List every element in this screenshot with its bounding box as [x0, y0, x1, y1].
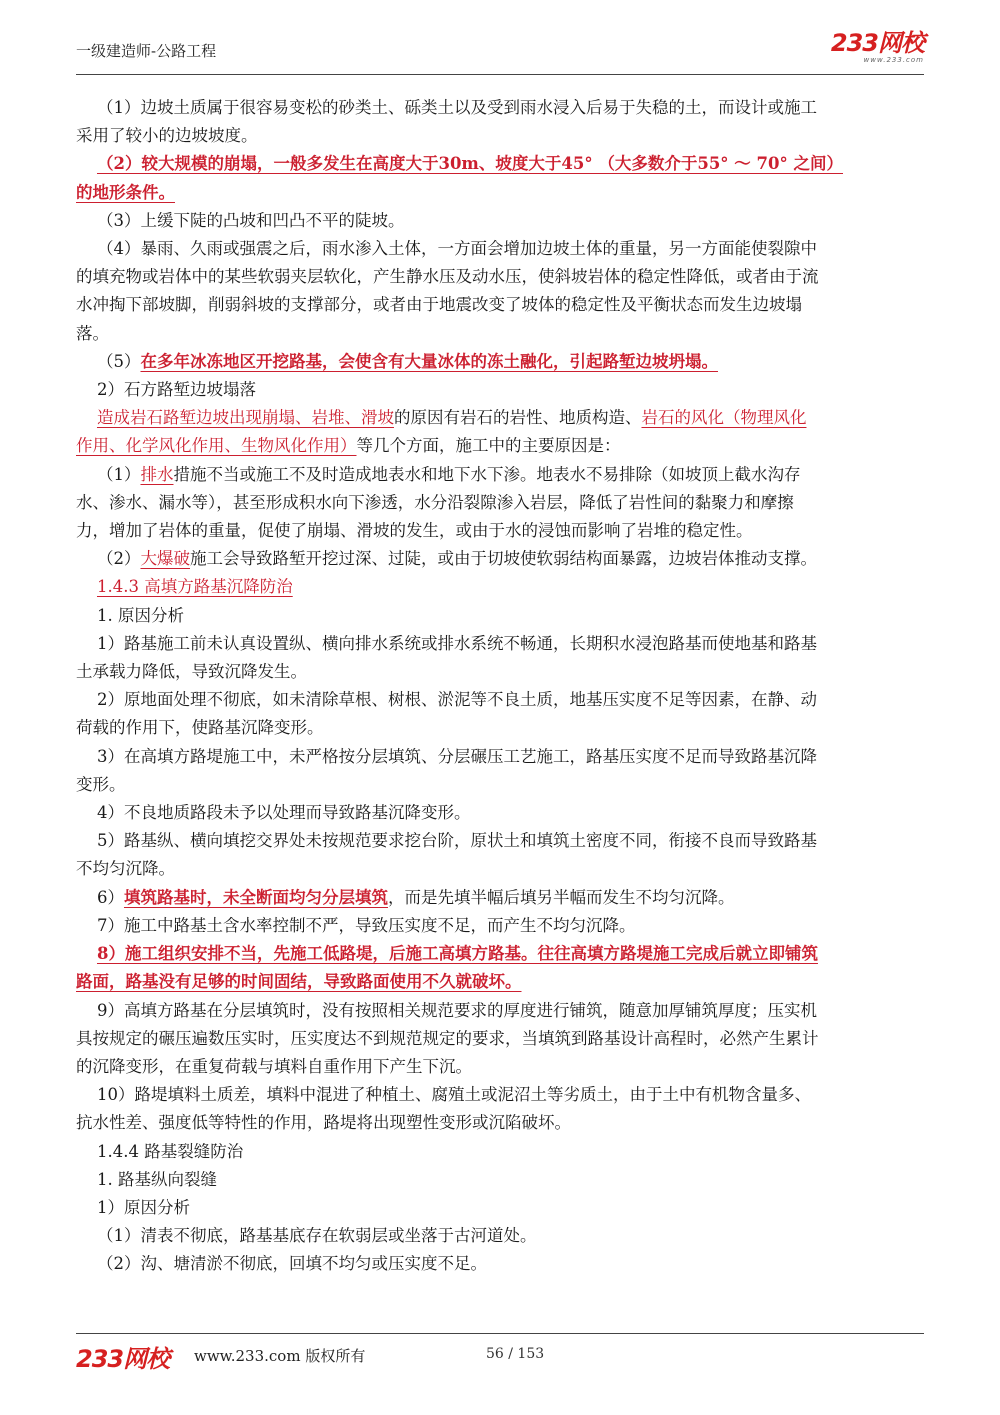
text-line: [76, 179, 926, 207]
text-segment: 等几个方面，施工中的主要原因是：: [356, 436, 621, 456]
text-segment: 水、渗水、漏水等），甚至形成积水向下渗透，水分沿裂隙渗入岩层，降低了岩性间的黏聚力和摩擦: [76, 492, 794, 512]
text-line: [76, 489, 926, 517]
text-line: [76, 1053, 926, 1081]
text-line: [76, 743, 926, 771]
text-segment: ，而是先填半幅后填另半幅而发生不均匀沉降。: [387, 887, 735, 907]
text-segment: 措施不当或施工不及时造成地表水和地下水下渗。地表水不易排除（如坡顶上截水沟存: [173, 464, 801, 484]
text-segment: [76, 154, 97, 173]
text-segment: （2）: [76, 549, 141, 569]
text-segment: 水冲掏下部坡脚，削弱斜坡的支撑部分，或者由于地震改变了坡体的稳定性及平衡状态而发生边坡塌: [76, 295, 802, 315]
text-segment: 力，增加了岩体的重量，促使了崩塌、滑坡的发生，或由于水的浸蚀而影响了岩堆的稳定性。: [76, 521, 753, 541]
text-segment: 不均匀沉降。: [76, 859, 175, 879]
text-segment: （5）: [76, 351, 141, 371]
text-segment: 荷载的作用下，使路基沉降变形。: [76, 718, 324, 738]
text-segment: 2）原地面处理不彻底，如未清除草根、树根、淤泥等不良土质，地基压实度不足等因素，在静、动: [76, 690, 817, 710]
page-header: [76, 30, 924, 70]
highlighted-text: 8）施工组织安排不当，先施工低路堤，后施工高填方路基。往往高填方路堤施工完成后就立即铺筑: [96, 944, 818, 964]
highlighted-text: 岩石的风化（物理风化: [641, 408, 807, 428]
text-line: [76, 1081, 926, 1109]
text-line: [76, 1138, 926, 1166]
header-title: 一级建造师-公路工程: [76, 42, 217, 60]
text-segment: 具按规定的碾压遍数压实时，压实度达不到规范规定的要求，当填筑到路基设计高程时，必然产生累计: [76, 1028, 819, 1048]
text-segment: [76, 944, 97, 963]
text-segment: 1. 路基纵向裂缝: [76, 1169, 217, 1189]
text-line: [76, 997, 926, 1025]
text-line: [76, 235, 926, 263]
text-segment: （3）上缓下陡的凸坡和凹凸不平的陡坡。: [76, 210, 405, 230]
text-segment: 施工会导致路堑开挖过深、过陡，或由于切坡使软弱结构面暴露，边坡岩体推动支撑。: [189, 549, 817, 569]
document-body: [76, 94, 926, 1279]
footer-copyright: www.233.com 版权所有: [194, 1347, 366, 1365]
text-line: [76, 461, 926, 489]
logo-url: www.233.com: [863, 56, 924, 64]
text-line: [76, 404, 926, 432]
text-segment: （1）: [76, 464, 141, 484]
text-segment: （4）暴雨、久雨或强震之后，雨水渗入土体，一方面会增加边坡土体的重量，另一方面能使裂隙中: [76, 239, 817, 259]
text-segment: 6）: [76, 887, 124, 907]
text-segment: [76, 408, 97, 427]
text-segment: 5）路基纵、横向填挖交界处未按规范要求挖台阶，原状土和填筑土密度不同，衔接不良而导致路基: [76, 831, 817, 851]
text-line: [76, 630, 926, 658]
text-line: [76, 658, 926, 686]
text-line: [76, 376, 926, 404]
page-footer: [76, 1339, 924, 1373]
footer-divider: [76, 1333, 924, 1334]
text-line: [76, 320, 926, 348]
text-line: [76, 517, 926, 545]
text-segment: （1）边坡土质属于很容易变松的砂类土、砾类土以及受到雨水浸入后易于失稳的土，而设计或施工: [76, 98, 817, 117]
text-line: [76, 799, 926, 827]
highlighted-text: 在多年冰冻地区开挖路基，会使含有大量冰体的冻土融化，引起路堑边坡坍塌。: [140, 351, 718, 371]
text-segment: 采用了较小的边坡坡度。: [76, 126, 258, 146]
highlighted-text: 大爆破: [140, 549, 190, 569]
text-segment: 土承载力降低，导致沉降发生。: [76, 662, 307, 682]
highlighted-text: 路面，路基没有足够的时间固结，导致路面使用不久就破坏。: [76, 972, 522, 992]
page-number: 56 / 153: [486, 1346, 545, 1362]
footer-logo: 233网校: [76, 1345, 170, 1373]
text-line: [76, 291, 926, 319]
text-line: [76, 1222, 926, 1250]
logo-text: 233网校: [830, 29, 924, 57]
text-line: [76, 150, 926, 178]
highlighted-text: 排水: [140, 464, 174, 484]
text-segment: 的填充物或岩体中的某些软弱夹层软化，产生静水压及动水压，使斜坡岩体的稳定性降低，或者由于流: [76, 267, 819, 287]
highlighted-text: 造成岩石路堑边坡出现崩塌、岩堆、滑坡: [96, 408, 394, 428]
text-line: [76, 1250, 926, 1278]
text-line: [76, 207, 926, 235]
text-segment: 变形。: [76, 774, 126, 794]
highlighted-text: 1.4.3 高填方路基沉降防治: [96, 577, 293, 597]
text-segment: 的原因有岩石的岩性、地质构造、: [393, 408, 642, 428]
text-line: [76, 1025, 926, 1053]
text-line: [76, 827, 926, 855]
text-segment: 抗水性差、强度低等特性的作用，路堤将出现塑性变形或沉陷破坏。: [76, 1113, 571, 1133]
text-line: [76, 940, 926, 968]
text-line: [76, 968, 926, 996]
text-segment: 落。: [76, 323, 109, 343]
highlighted-text: 作用、化学风化作用、生物风化作用）: [76, 436, 357, 456]
text-line: [76, 686, 926, 714]
text-line: [76, 1109, 926, 1137]
text-line: [76, 1166, 926, 1194]
text-line: [76, 545, 926, 573]
text-segment: 1. 原因分析: [76, 605, 184, 625]
text-segment: 4）不良地质路段未予以处理而导致路基沉降变形。: [76, 803, 471, 823]
text-line: [76, 263, 926, 291]
text-line: [76, 94, 926, 122]
text-line: [76, 573, 926, 601]
highlighted-text: 的地形条件。: [76, 182, 175, 202]
text-line: [76, 432, 926, 460]
text-segment: 2）石方路堑边坡塌落: [76, 380, 256, 400]
text-line: [76, 602, 926, 630]
text-segment: 1.4.4 路基裂缝防治: [76, 1141, 244, 1161]
text-line: [76, 122, 926, 150]
header-divider: [76, 74, 924, 75]
text-line: [76, 714, 926, 742]
brand-logo: [831, 30, 924, 64]
highlighted-text: （2）较大规模的崩塌，一般多发生在高度大于30m、坡度大于45° （大多数介于55° ～ 70° 之间）: [96, 154, 843, 174]
text-segment: [76, 577, 97, 596]
text-segment: （2）沟、塘清淤不彻底，回填不均匀或压实度不足。: [76, 1254, 487, 1274]
text-line: [76, 348, 926, 376]
text-segment: 7）施工中路基土含水率控制不严，导致压实度不足，而产生不均匀沉降。: [76, 915, 636, 935]
text-line: [76, 771, 926, 799]
text-line: [76, 884, 926, 912]
text-segment: 3）在高填方路堤施工中，未严格按分层填筑、分层碾压工艺施工，路基压实度不足而导致路基沉降: [76, 746, 817, 766]
text-segment: 的沉降变形，在重复荷载与填料自重作用下产生下沉。: [76, 1056, 472, 1076]
text-segment: 1）原因分析: [76, 1197, 190, 1217]
text-segment: 9）高填方路基在分层填筑时，没有按照相关规范要求的厚度进行铺筑，随意加厚铺筑厚度；压实机: [76, 1000, 817, 1020]
text-line: [76, 1194, 926, 1222]
text-segment: （1）清表不彻底，路基基底存在软弱层或坐落于古河道处。: [76, 1226, 537, 1246]
highlighted-text: 填筑路基时，未全断面均匀分层填筑: [123, 887, 388, 907]
text-segment: 10）路堤填料土质差，填料中混进了种植土、腐殖土或泥沼土等劣质土，由于土中有机物含量多、: [76, 1085, 811, 1105]
text-segment: 1）路基施工前未认真设置纵、横向排水系统或排水系统不畅通，长期积水浸泡路基而使地基和路基: [76, 633, 817, 653]
text-line: [76, 855, 926, 883]
text-line: [76, 912, 926, 940]
